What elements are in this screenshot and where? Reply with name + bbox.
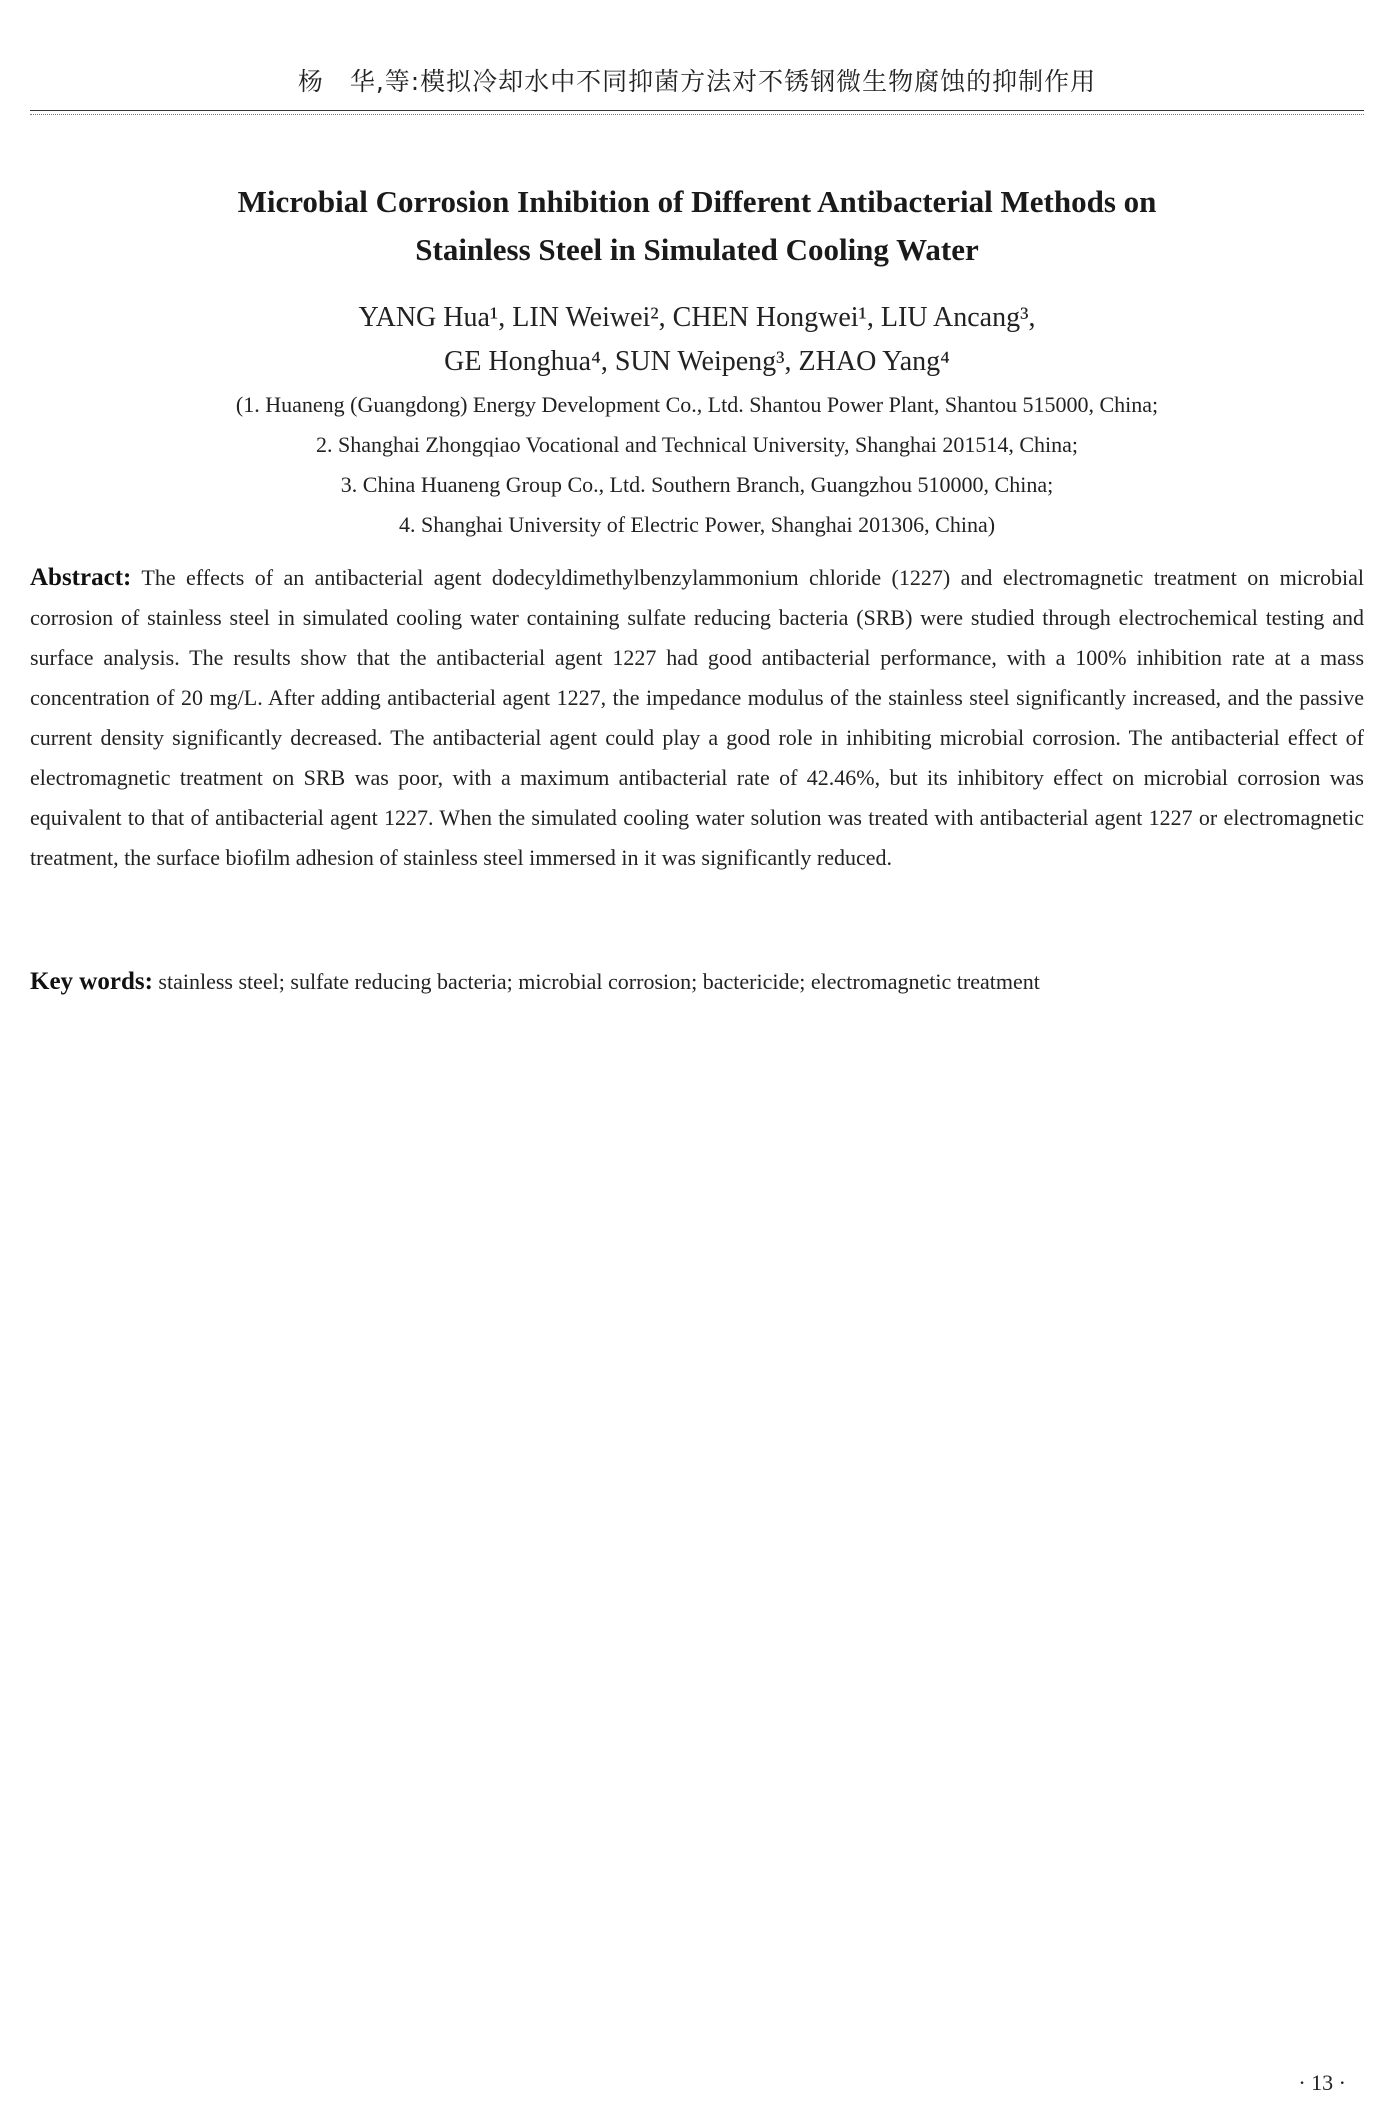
article-title [100, 178, 1294, 274]
affiliation-3: 3. China Huaneng Group Co., Ltd. Southern Branch, Guangzhou 510000, China; [340, 472, 1054, 497]
running-header: 杨 华,等:模拟冷却水中不同抑菌方法对不锈钢微生物腐蚀的抑制作用 [297, 67, 1097, 96]
page-number: · 13 · [1298, 2070, 1346, 2095]
abstract-text: The effects of an antibacterial agent dodecyldimethylbenzylammonium chloride (1227) and electromagnetic treatment on microbial corrosion of stainless steel in simulated cooling water containing sulfate reducing bacteria (SRB) were studied through electrochemical testing and surface analysis. The results show that the antibacterial agent 1227 had good antibacterial performance, with a 100% inhibition rate at a mass concentration of 20 mg/L. After adding antibacterial agent 1227, the impedance modulus of the stainless steel significantly increased, and the passive current density significantly decreased. The antibacterial agent could play a good role in inhibiting microbial corrosion. The antibacterial effect of electromagnetic treatment on SRB was poor, with a maximum antibacterial rate of 42.46%, but its inhibitory effect on microbial corrosion was equivalent to that of antibacterial agent 1227. When the simulated cooling water solution was treated with antibacterial agent 1227 or electromagnetic treatment, the surface biofilm adhesion of stainless steel immersed in it was significantly reduced. [30, 565, 1364, 870]
keywords-label: Key words: [30, 968, 153, 995]
abstract-label: Abstract: [30, 564, 132, 591]
keywords-text: stainless steel; sulfate reducing bacteria; microbial corrosion; bactericide; electromagnetic treatment [158, 969, 1040, 994]
title-line-2: Stainless Steel in Simulated Cooling Water [415, 232, 979, 267]
affiliations [100, 385, 1294, 545]
authors-line-2: GE Honghua⁴, SUN Weipeng³, ZHAO Yang⁴ [444, 346, 950, 377]
affiliation-2: 2. Shanghai Zhongqiao Vocational and Technical University, Shanghai 201514, China; [315, 432, 1079, 457]
author-list [100, 296, 1294, 384]
affiliation-4: 4. Shanghai University of Electric Power, Shanghai 201306, China) [398, 512, 996, 537]
authors-line-1: YANG Hua¹, LIN Weiwei², CHEN Hongwei¹, LIU Ancang³, [358, 302, 1036, 333]
keywords [30, 962, 1364, 1002]
header-rule [30, 110, 1364, 111]
title-line-1: Microbial Corrosion Inhibition of Different Antibacterial Methods on [237, 184, 1157, 219]
affiliation-1: (1. Huaneng (Guangdong) Energy Development Co., Ltd. Shantou Power Plant, Shantou 515000, China; [235, 392, 1159, 417]
abstract [30, 558, 1364, 878]
header-rule-dotted [30, 114, 1364, 115]
